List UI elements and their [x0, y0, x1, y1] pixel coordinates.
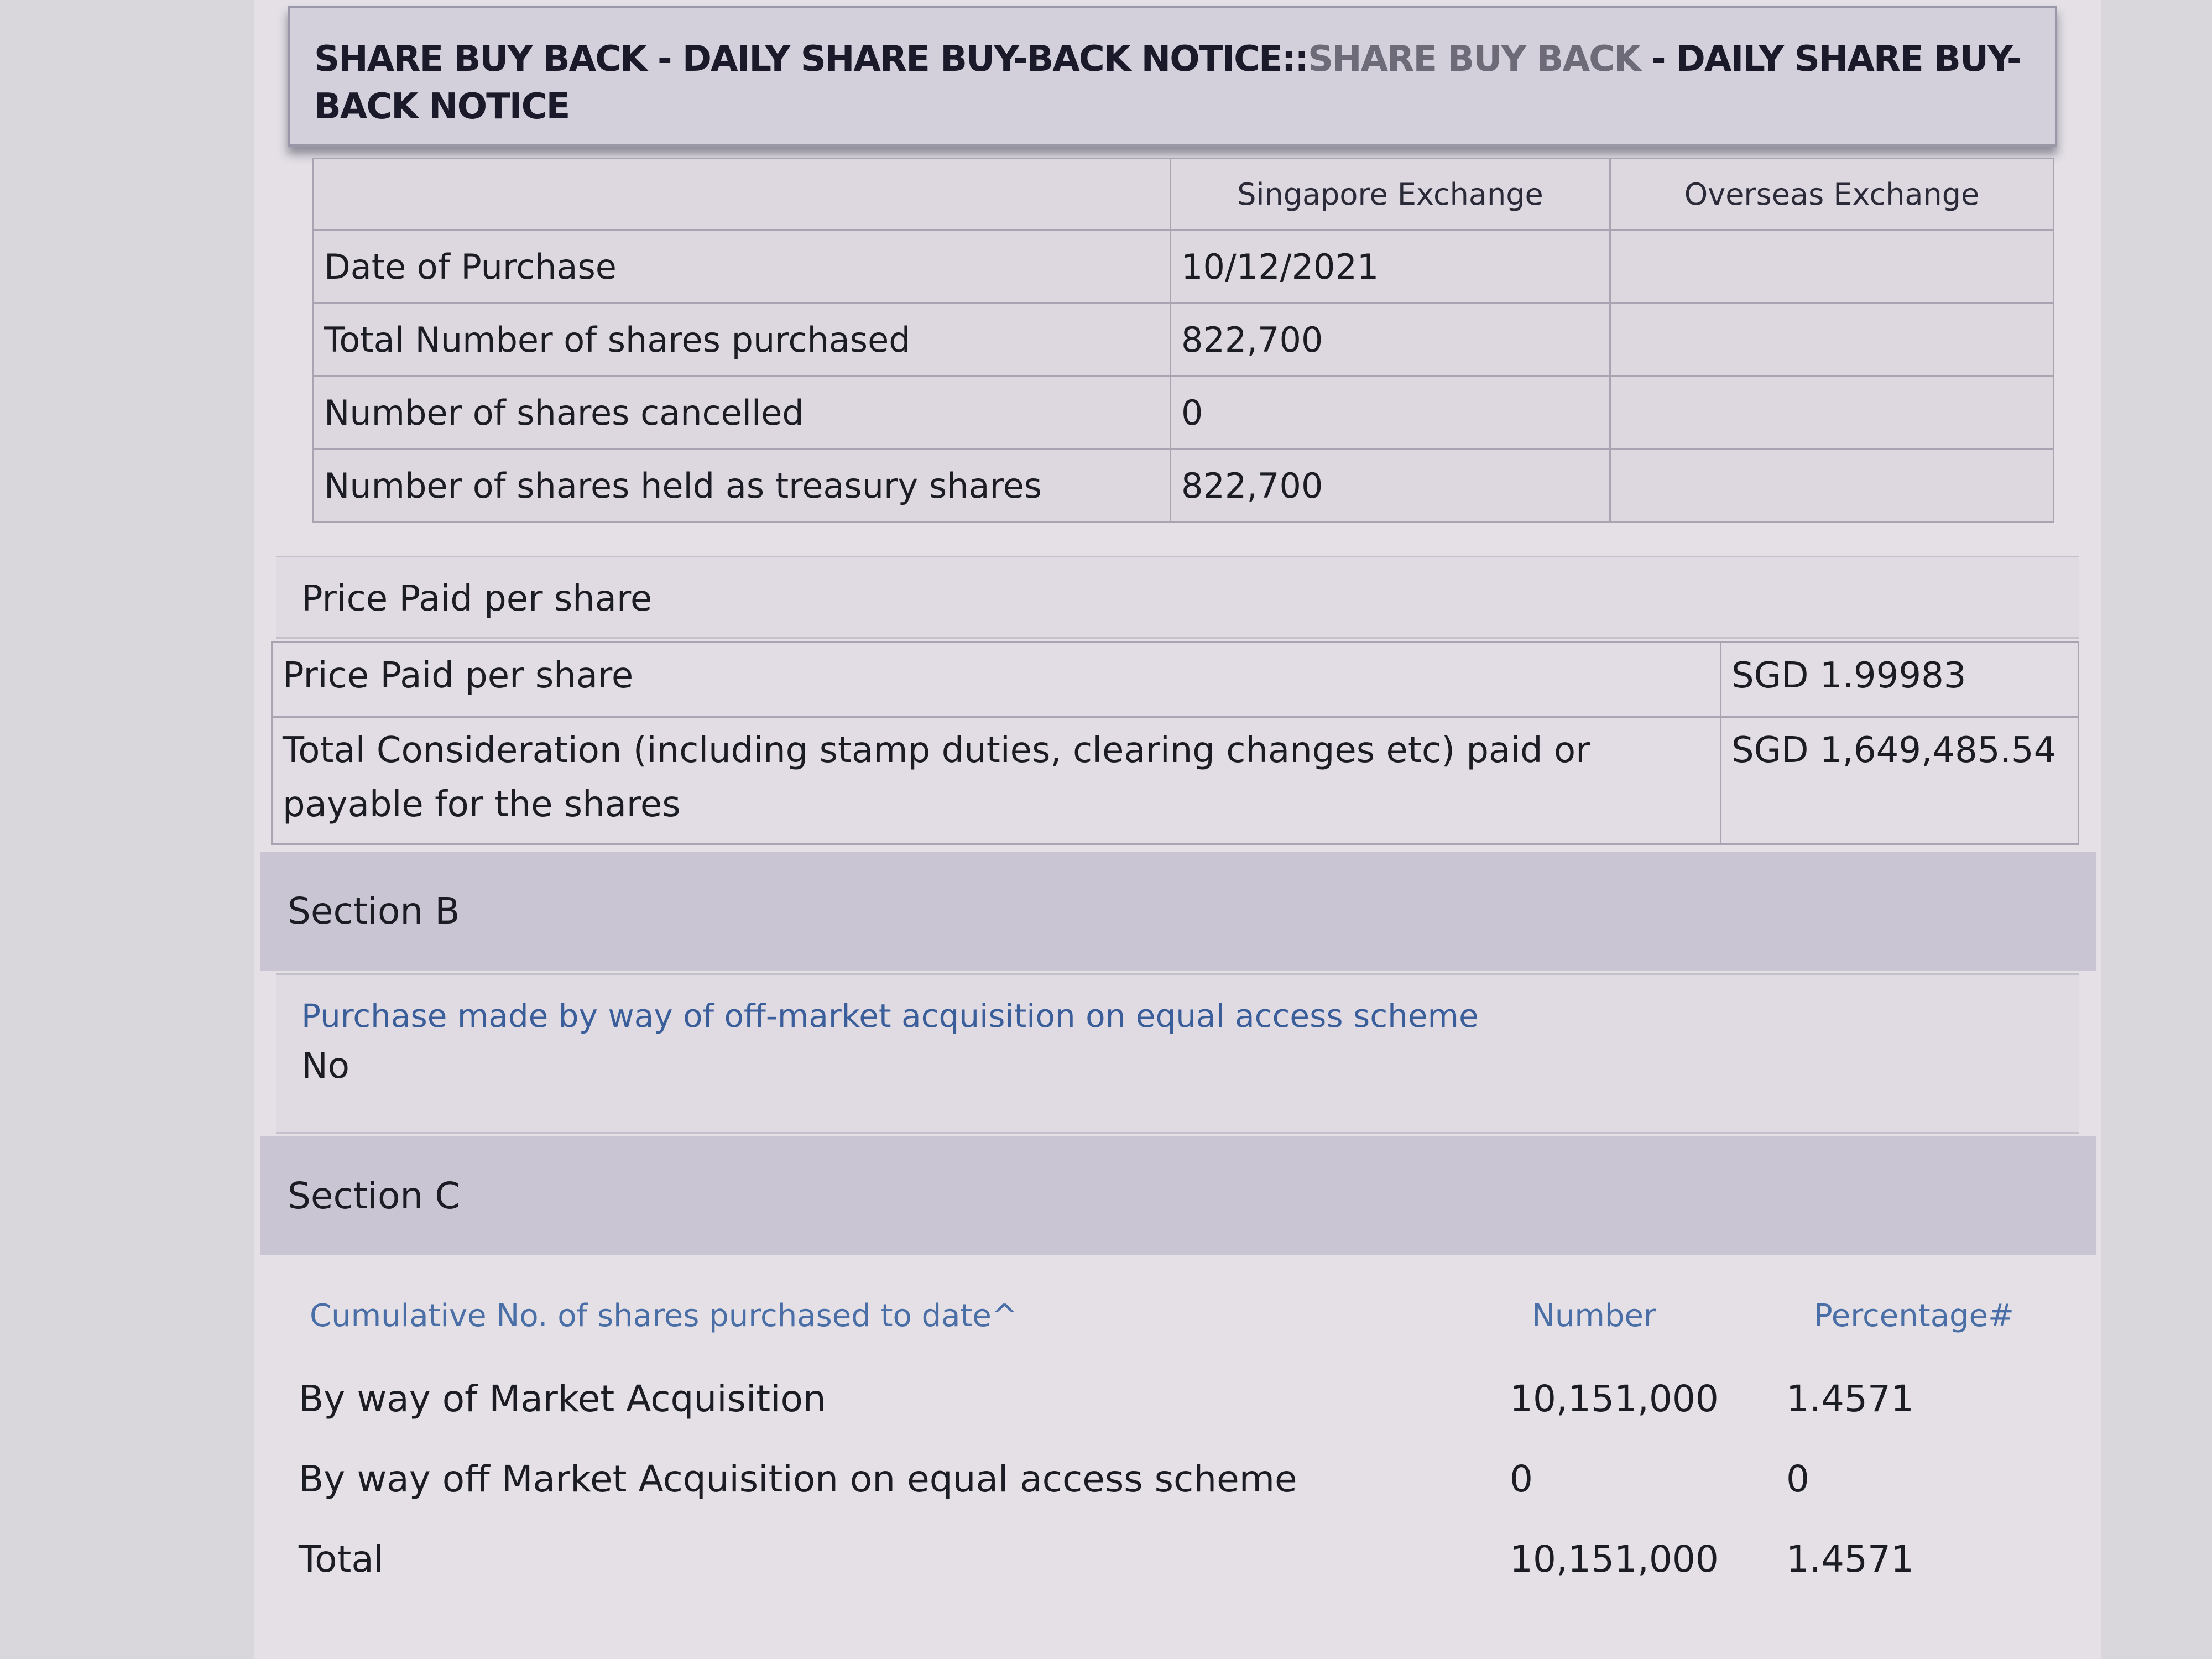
- row-percent: 1.4571: [1786, 1378, 1914, 1420]
- table-row: [288, 1371, 2057, 1427]
- price-table: [271, 641, 2079, 845]
- row-label: By way of Market Acquisition: [299, 1378, 826, 1420]
- row-overseas-value: [1610, 450, 2054, 523]
- row-label: Number of shares cancelled: [314, 377, 1171, 450]
- consideration-value: SGD 1,649,485.54: [1721, 717, 2079, 844]
- table-row: [288, 1532, 2057, 1587]
- row-number: 10,151,000: [1510, 1538, 1719, 1580]
- notice-page: [254, 0, 2101, 1659]
- row-overseas-value: [1610, 377, 2054, 450]
- row-label: By way off Market Acquisition on equal access scheme: [299, 1458, 1297, 1500]
- row-sgx-value: 822,700: [1171, 304, 1610, 377]
- row-number: 0: [1510, 1458, 1533, 1500]
- table-row: [314, 231, 2054, 304]
- row-number: 10,151,000: [1510, 1378, 1719, 1420]
- table-row: [314, 304, 2054, 377]
- table-row: [288, 1452, 2057, 1507]
- row-sgx-value: 822,700: [1171, 450, 1610, 523]
- title-rest-part: - DAILY SHARE BUY-BACK NOTICE: [314, 39, 2021, 127]
- col-overseas-exchange: Overseas Exchange: [1610, 159, 2054, 231]
- consideration-label: Total Consideration (including stamp duties, clearing changes etc) paid or payable for the shares: [272, 717, 1721, 844]
- cumulative-header-row: [288, 1288, 2057, 1344]
- row-percent: 1.4571: [1786, 1538, 1914, 1580]
- off-market-question: Purchase made by way of off-market acquisition on equal access scheme: [301, 997, 1479, 1035]
- price-label: Price Paid per share: [272, 643, 1721, 717]
- table-header-row: [314, 159, 2054, 231]
- title-light-part: SHARE BUY BACK: [1307, 39, 1640, 80]
- empty-header-cell: [314, 159, 1171, 231]
- price-value: SGD 1.99983: [1721, 643, 2079, 717]
- row-label: Total Number of shares purchased: [314, 304, 1171, 377]
- row-label: Number of shares held as treasury shares: [314, 450, 1171, 523]
- section-c-title: Section C: [260, 1136, 2096, 1255]
- col-percentage: Percentage#: [1814, 1298, 2014, 1334]
- row-sgx-value: 0: [1171, 377, 1610, 450]
- row-label: Total: [299, 1538, 384, 1580]
- row-sgx-value: 10/12/2021: [1171, 231, 1610, 304]
- section-b-body: [276, 973, 2079, 1134]
- section-b-title: Section B: [260, 852, 2096, 971]
- row-label: Date of Purchase: [314, 231, 1171, 304]
- col-singapore-exchange: Singapore Exchange: [1171, 159, 1610, 231]
- notice-title: [288, 6, 2057, 147]
- col-number: Number: [1532, 1298, 1656, 1334]
- table-row: [272, 643, 2079, 717]
- table-row: [314, 450, 2054, 523]
- off-market-answer: No: [301, 1046, 350, 1087]
- price-heading: Price Paid per share: [276, 556, 2079, 639]
- row-overseas-value: [1610, 304, 2054, 377]
- table-row: [314, 377, 2054, 450]
- purchase-details-table: [312, 158, 2054, 523]
- title-dark-part: SHARE BUY BACK - DAILY SHARE BUY-BACK NOTICE::: [314, 39, 1308, 80]
- row-overseas-value: [1610, 231, 2054, 304]
- col-cumulative-label: Cumulative No. of shares purchased to date^: [310, 1298, 1018, 1334]
- row-percent: 0: [1786, 1458, 1809, 1500]
- table-row: [272, 717, 2079, 844]
